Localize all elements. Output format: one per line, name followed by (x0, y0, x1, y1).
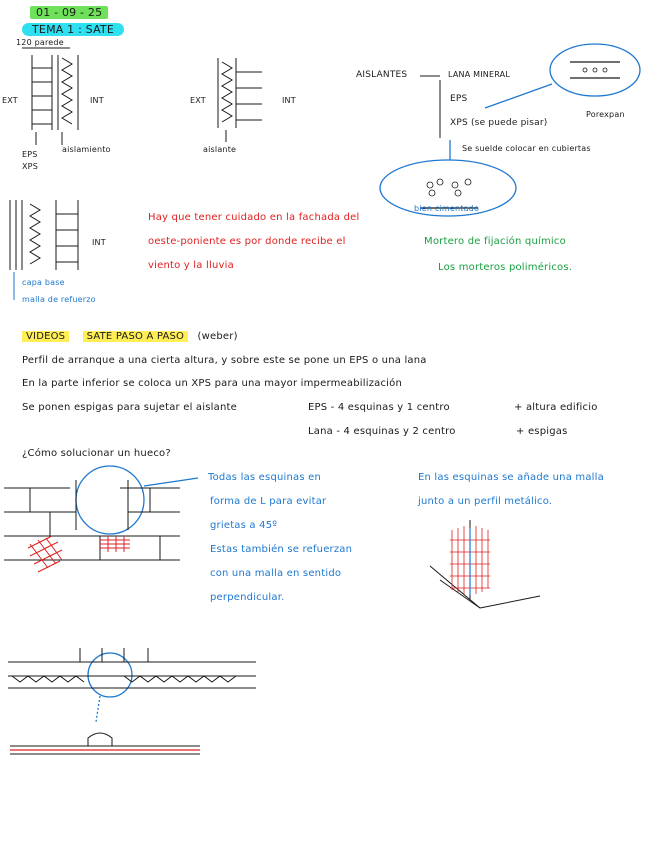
blue-left-l6: perpendicular. (210, 592, 285, 603)
red-note-line1: Hay que tener cuidado en la fachada del (148, 212, 360, 223)
topic-text: TEMA 1 : SATE (22, 23, 124, 36)
int-label-mesh: INT (92, 238, 106, 247)
red-note-line3: viento y la lluvia (148, 260, 234, 271)
lana-row: Lana - 4 esquinas y 2 centro (308, 426, 456, 437)
wall-diagram-mid (218, 58, 262, 142)
wall-diagram-mesh (10, 200, 78, 270)
videos-paren: (weber) (197, 331, 238, 342)
green-note-line1: Mortero de fijación químico (424, 236, 566, 247)
aislantes-xps: XPS (se puede pisar) (450, 118, 548, 128)
caption-aislamiento: aislamiento (62, 145, 111, 154)
int-label-left: INT (90, 96, 104, 105)
aislantes-note: Se suelde colocar en cubiertas (462, 144, 591, 153)
wall-diagram-left (22, 48, 78, 145)
malla-label: malla de refuerzo (22, 295, 96, 304)
eps-row: EPS - 4 esquinas y 1 centro (308, 402, 450, 413)
question-hueco: ¿Cómo solucionar un hueco? (22, 448, 171, 459)
blue-left-l4: Estas también se refuerzan (210, 544, 353, 555)
red-mesh-patches (28, 536, 130, 572)
int-label-mid: INT (282, 96, 296, 105)
date-text: 01 - 09 - 25 (30, 6, 108, 19)
date-header (30, 6, 108, 19)
body-line-2: En la parte inferior se coloca un XPS para una mayor impermeabilización (22, 378, 403, 389)
blue-right-l2: junto a un perfil metálico. (418, 496, 553, 507)
capa-base-label: capa base (22, 278, 65, 287)
green-note-line2: Los morteros poliméricos. (438, 262, 573, 273)
blue-left-l1: Todas las esquinas en (208, 472, 322, 483)
caption-xps: XPS (22, 162, 38, 171)
blue-left-l3: grietas a 45º (210, 520, 278, 531)
aislantes-eps: EPS (450, 94, 468, 104)
section-drawing (8, 648, 256, 754)
plus-espigas: + espigas (516, 426, 568, 437)
aislantes-lana: LANA MINERAL (448, 70, 510, 79)
brick-wall (4, 480, 180, 560)
wall-top-label: 120 parede (16, 38, 64, 47)
beads (427, 68, 607, 196)
videos-label: VIDEOS (22, 331, 69, 342)
videos-header (22, 331, 238, 342)
aislantes-bolas: bien cimentado (414, 204, 480, 213)
body-line-3: Se ponen espigas para sujetar el aislante (22, 402, 237, 413)
aislantes-tree (420, 76, 440, 138)
blue-right-l1: En las esquinas se añade una malla (418, 472, 604, 483)
ext-label-left: EXT (2, 96, 18, 105)
ext-label-mid: EXT (190, 96, 206, 105)
caption-aislante: aislante (203, 145, 237, 154)
caption-eps: EPS (22, 150, 38, 159)
videos-title: SATE PASO A PASO (83, 331, 189, 342)
blue-left-l5: con una malla en sentido (210, 568, 342, 579)
aislantes-title: AISLANTES (356, 70, 408, 80)
aislantes-porexpan: Porexpan (586, 110, 625, 119)
red-note-line2: oeste-poniente es por donde recibe el (148, 236, 346, 247)
body-line-1: Perfil de arranque a una cierta altura, y sobre este se pone un EPS o una lana (22, 355, 427, 366)
topic-header (22, 23, 124, 36)
plus-altura: + altura edificio (514, 402, 598, 413)
blue-left-l2: forma de L para evitar (210, 496, 327, 507)
